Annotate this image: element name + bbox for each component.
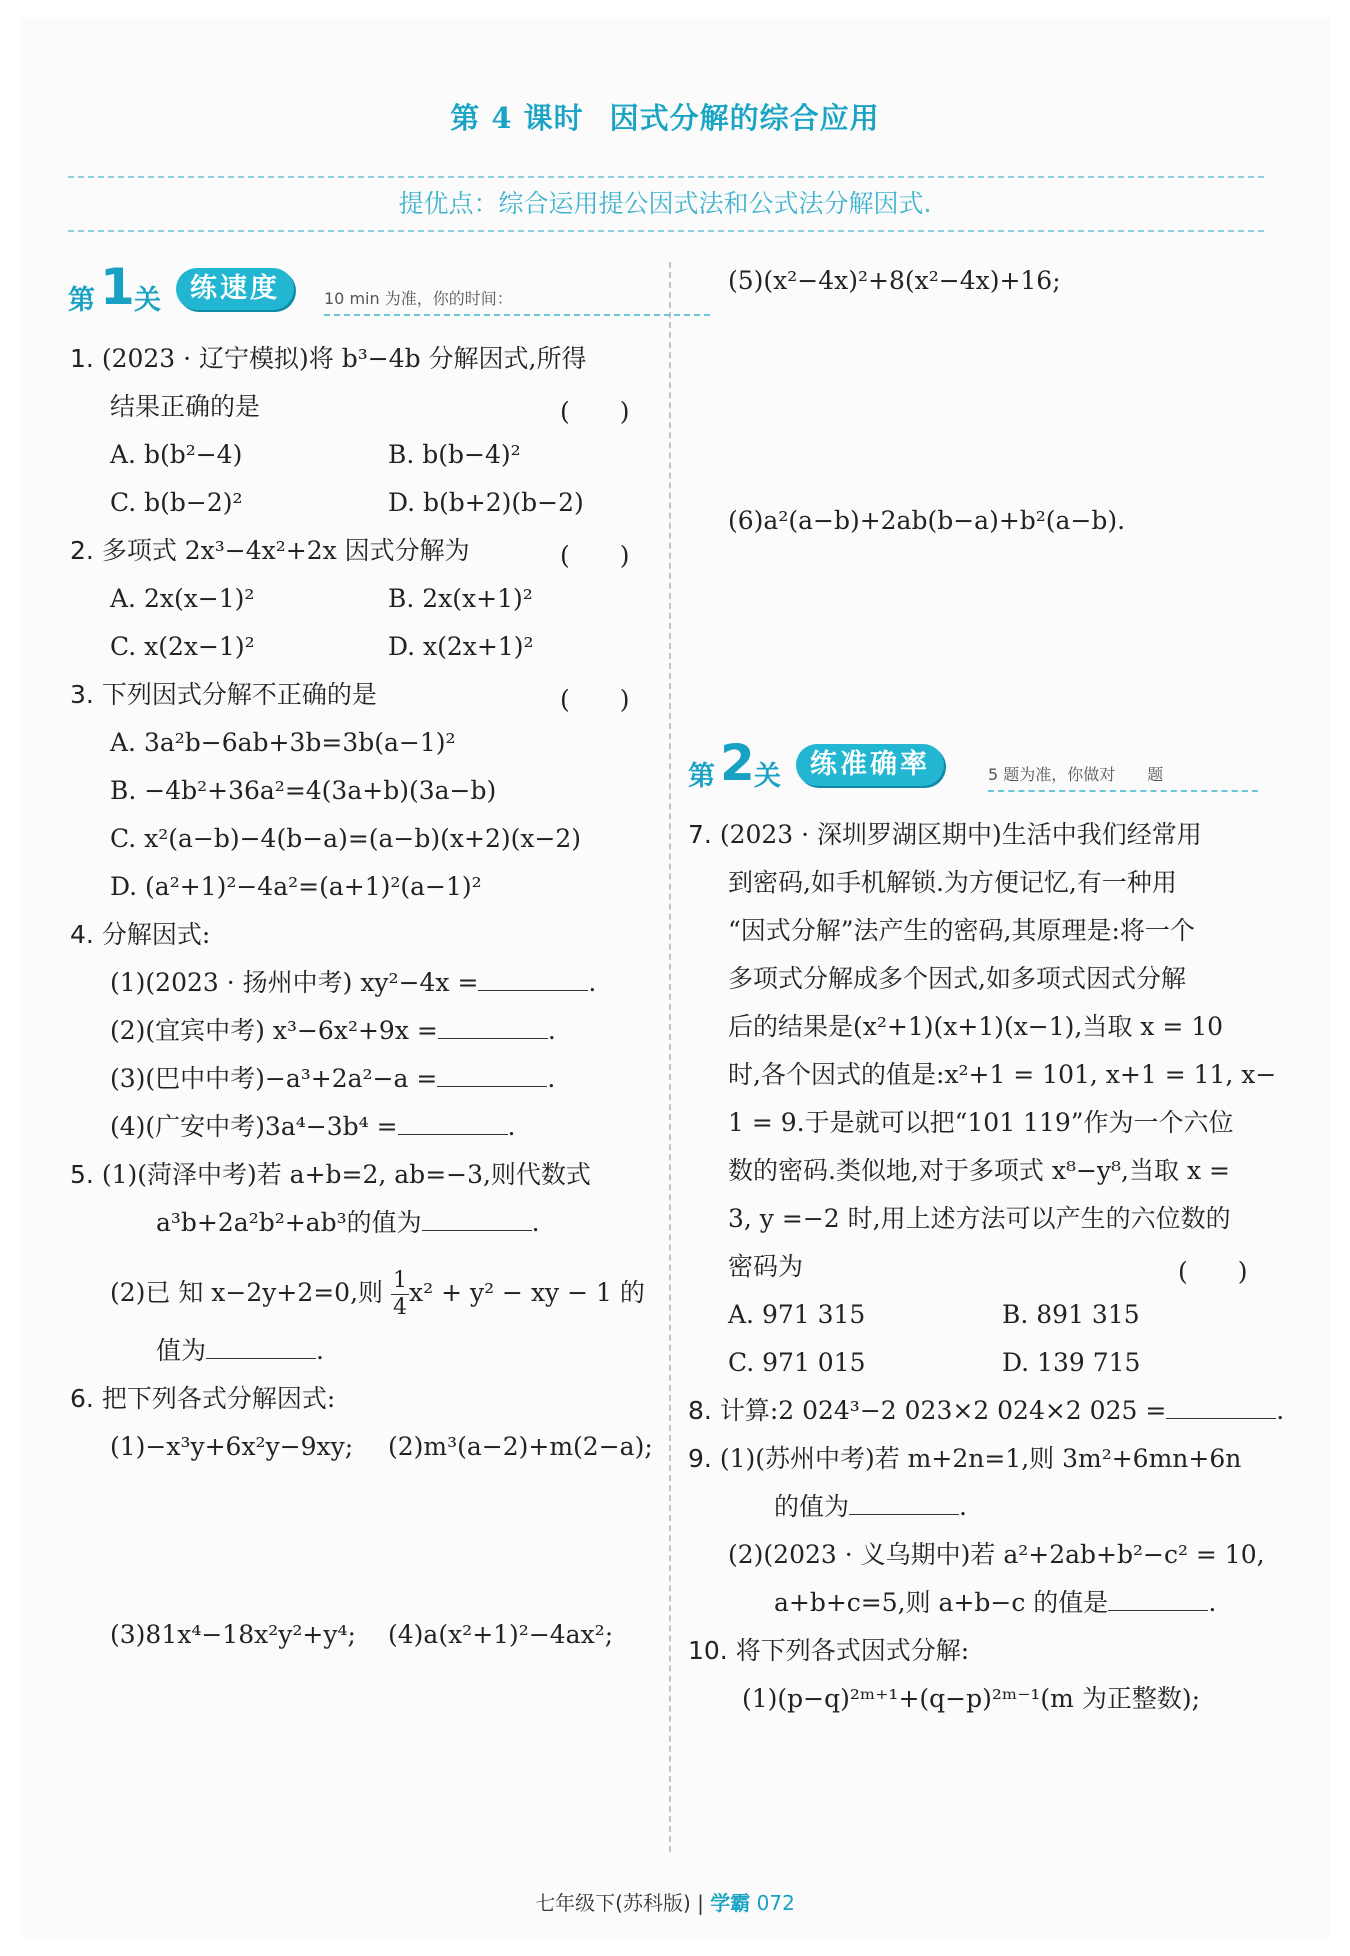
section-note: 10 min 为准，你的时间： — [324, 289, 513, 308]
q6-part3: (3)81x⁴−18x²y²+y⁴; — [110, 1620, 356, 1649]
q4-part3-blank[interactable] — [437, 1064, 547, 1087]
q7-option-d: D. 139 715 — [1002, 1348, 1141, 1377]
q7-line1: 7. (2023 · 深圳罗湖区期中)生活中我们经常用 — [688, 820, 1202, 849]
section-badge: 练速度 — [176, 268, 294, 310]
column-divider — [669, 262, 671, 1852]
q2-option-c: C. x(2x−1)² — [110, 632, 255, 661]
q7-line9: 3, y =−2 时,用上述方法可以产生的六位数的 — [728, 1204, 1231, 1233]
section-guan: 关 — [134, 285, 161, 316]
q9-part1-line1: 9. (1)(苏州中考)若 m+2n=1,则 3m²+6mn+6n — [688, 1444, 1242, 1473]
q2-option-a: A. 2x(x−1)² — [110, 584, 255, 613]
q1-option-b: B. b(b−4)² — [388, 440, 521, 469]
q2-answer-parens: ( ) — [560, 541, 630, 570]
section-2-header — [688, 734, 1268, 792]
q10-part1: (1)(p−q)²ᵐ⁺¹+(q−p)²ᵐ⁻¹(m 为正整数); — [742, 1684, 1201, 1713]
q6-part6: (6)a²(a−b)+2ab(b−a)+b²(a−b). — [728, 506, 1126, 535]
q8-line1: 8. 计算:2 024³−2 023×2 024×2 025 = . — [688, 1396, 1285, 1425]
q7-line10: 密码为 — [728, 1252, 804, 1281]
section-di: 第 — [688, 761, 715, 792]
q5-part2-line2: 值为 . — [156, 1336, 324, 1365]
q2-option-d: D. x(2x+1)² — [388, 632, 534, 661]
q1-option-a: A. b(b²−4) — [110, 440, 243, 469]
q6-part1: (1)−x³y+6x²y−9xy; — [110, 1432, 354, 1461]
q9-part2-line2: a+b+c=5,则 a+b−c 的值是 . — [774, 1588, 1217, 1617]
q7-line6: 时,各个因式的值是:x²+1 = 101, x+1 = 11, x− — [728, 1060, 1277, 1089]
q3-option-a: A. 3a²b−6ab+3b=3b(a−1)² — [110, 728, 456, 757]
key-point: 提优点：综合运用提公因式法和公式法分解因式. — [398, 189, 932, 218]
q4-part1-blank[interactable] — [478, 968, 588, 991]
q2-line1: 2. 多项式 2x³−4x²+2x 因式分解为 — [70, 536, 470, 565]
divider-bottom — [68, 230, 1264, 232]
q7-line5: 后的结果是(x²+1)(x+1)(x−1),当取 x = 10 — [728, 1012, 1224, 1041]
page-footer: 七年级下(苏科版) | 学霸 072 — [535, 1891, 795, 1915]
q8-blank[interactable] — [1166, 1396, 1276, 1419]
q6-part2: (2)m³(a−2)+m(2−a); — [388, 1432, 653, 1461]
q5-part1-line1: 5. (1)(菏泽中考)若 a+b=2, ab=−3,则代数式 — [70, 1160, 591, 1189]
q6-line1: 6. 把下列各式分解因式: — [70, 1384, 336, 1413]
divider-top — [68, 176, 1264, 178]
q2-option-b: B. 2x(x+1)² — [388, 584, 533, 613]
q4-part4: (4)(广安中考)3a⁴−3b⁴ = . — [110, 1112, 516, 1141]
q7-option-b: B. 891 315 — [1002, 1300, 1140, 1329]
q5-part1-line2: a³b+2a²b²+ab³的值为 . — [156, 1208, 540, 1237]
q9-part1-line2: 的值为 . — [774, 1492, 967, 1521]
q1-option-d: D. b(b+2)(b−2) — [388, 488, 584, 517]
q7-line4: 多项式分解成多个因式,如多项式因式分解 — [728, 964, 1186, 993]
fraction-quarter: $\frac{1}{4}$ — [393, 1268, 407, 1320]
q7-line7: 1 = 9.于是就可以把“101 119”作为一个六位 — [728, 1108, 1234, 1137]
q6-part4: (4)a(x²+1)²−4ax²; — [388, 1620, 614, 1649]
section-number: 2 — [720, 734, 755, 792]
q7-option-a: A. 971 315 — [728, 1300, 866, 1329]
q4-part4-blank[interactable] — [398, 1112, 508, 1135]
q3-option-d: D. (a²+1)²−4a²=(a+1)²(a−1)² — [110, 872, 482, 901]
q5-part1-blank[interactable] — [422, 1208, 532, 1231]
q4-part1: (1)(2023 · 扬州中考) xy²−4x = . — [110, 968, 597, 997]
q7-line3: “因式分解”法产生的密码,其原理是:将一个 — [728, 916, 1195, 945]
q7-answer-parens: ( ) — [1178, 1257, 1248, 1286]
q4-part2-blank[interactable] — [438, 1016, 548, 1039]
q7-line2: 到密码,如手机解锁.为方便记忆,有一种用 — [728, 868, 1177, 897]
q3-option-b: B. −4b²+36a²=4(3a+b)(3a−b) — [110, 776, 497, 805]
q5-part2-blank[interactable] — [206, 1336, 316, 1359]
section-number: 1 — [100, 258, 135, 316]
q1-line2: 结果正确的是 — [110, 392, 261, 421]
section-di: 第 — [68, 285, 95, 316]
q10-line1: 10. 将下列各式因式分解: — [688, 1636, 970, 1665]
q1-line1: 1. (2023 · 辽宁模拟)将 b³−4b 分解因式,所得 — [70, 344, 587, 373]
q9-part2-line1: (2)(2023 · 义乌期中)若 a²+2ab+b²−c² = 10, — [728, 1540, 1265, 1569]
q6-part5: (5)(x²−4x)²+8(x²−4x)+16; — [728, 266, 1061, 295]
q1-answer-parens: ( ) — [560, 397, 630, 426]
q4-part2: (2)(宜宾中考) x³−6x²+9x = . — [110, 1016, 556, 1045]
q4-line1: 4. 分解因式: — [70, 920, 211, 949]
q4-part3: (3)(巴中中考)−a³+2a²−a = . — [110, 1064, 556, 1093]
section-1-header — [68, 258, 648, 316]
q5-part2-line1: (2)已 知 x−2y+2=0,则 $\frac{1}{4}$ x² + y² − xy − 1 的 — [110, 1268, 645, 1320]
q9-part2-blank[interactable] — [1108, 1588, 1208, 1611]
q3-answer-parens: ( ) — [560, 685, 630, 714]
q7-line8: 数的密码.类似地,对于多项式 x⁸−y⁸,当取 x = — [728, 1156, 1230, 1185]
section-note: 5 题为准，你做对 题 — [988, 765, 1164, 784]
section-arrow — [988, 790, 1258, 792]
section-arrow — [324, 314, 710, 316]
q1-option-c: C. b(b−2)² — [110, 488, 243, 517]
q3-option-c: C. x²(a−b)−4(b−a)=(a−b)(x+2)(x−2) — [110, 824, 582, 853]
section-badge: 练准确率 — [796, 744, 944, 786]
lesson-title: 第 4 课时 因式分解的综合应用 — [450, 101, 880, 135]
q9-part1-blank[interactable] — [849, 1492, 959, 1515]
q7-option-c: C. 971 015 — [728, 1348, 866, 1377]
q3-line1: 3. 下列因式分解不正确的是 — [70, 680, 377, 709]
section-guan: 关 — [754, 761, 781, 792]
